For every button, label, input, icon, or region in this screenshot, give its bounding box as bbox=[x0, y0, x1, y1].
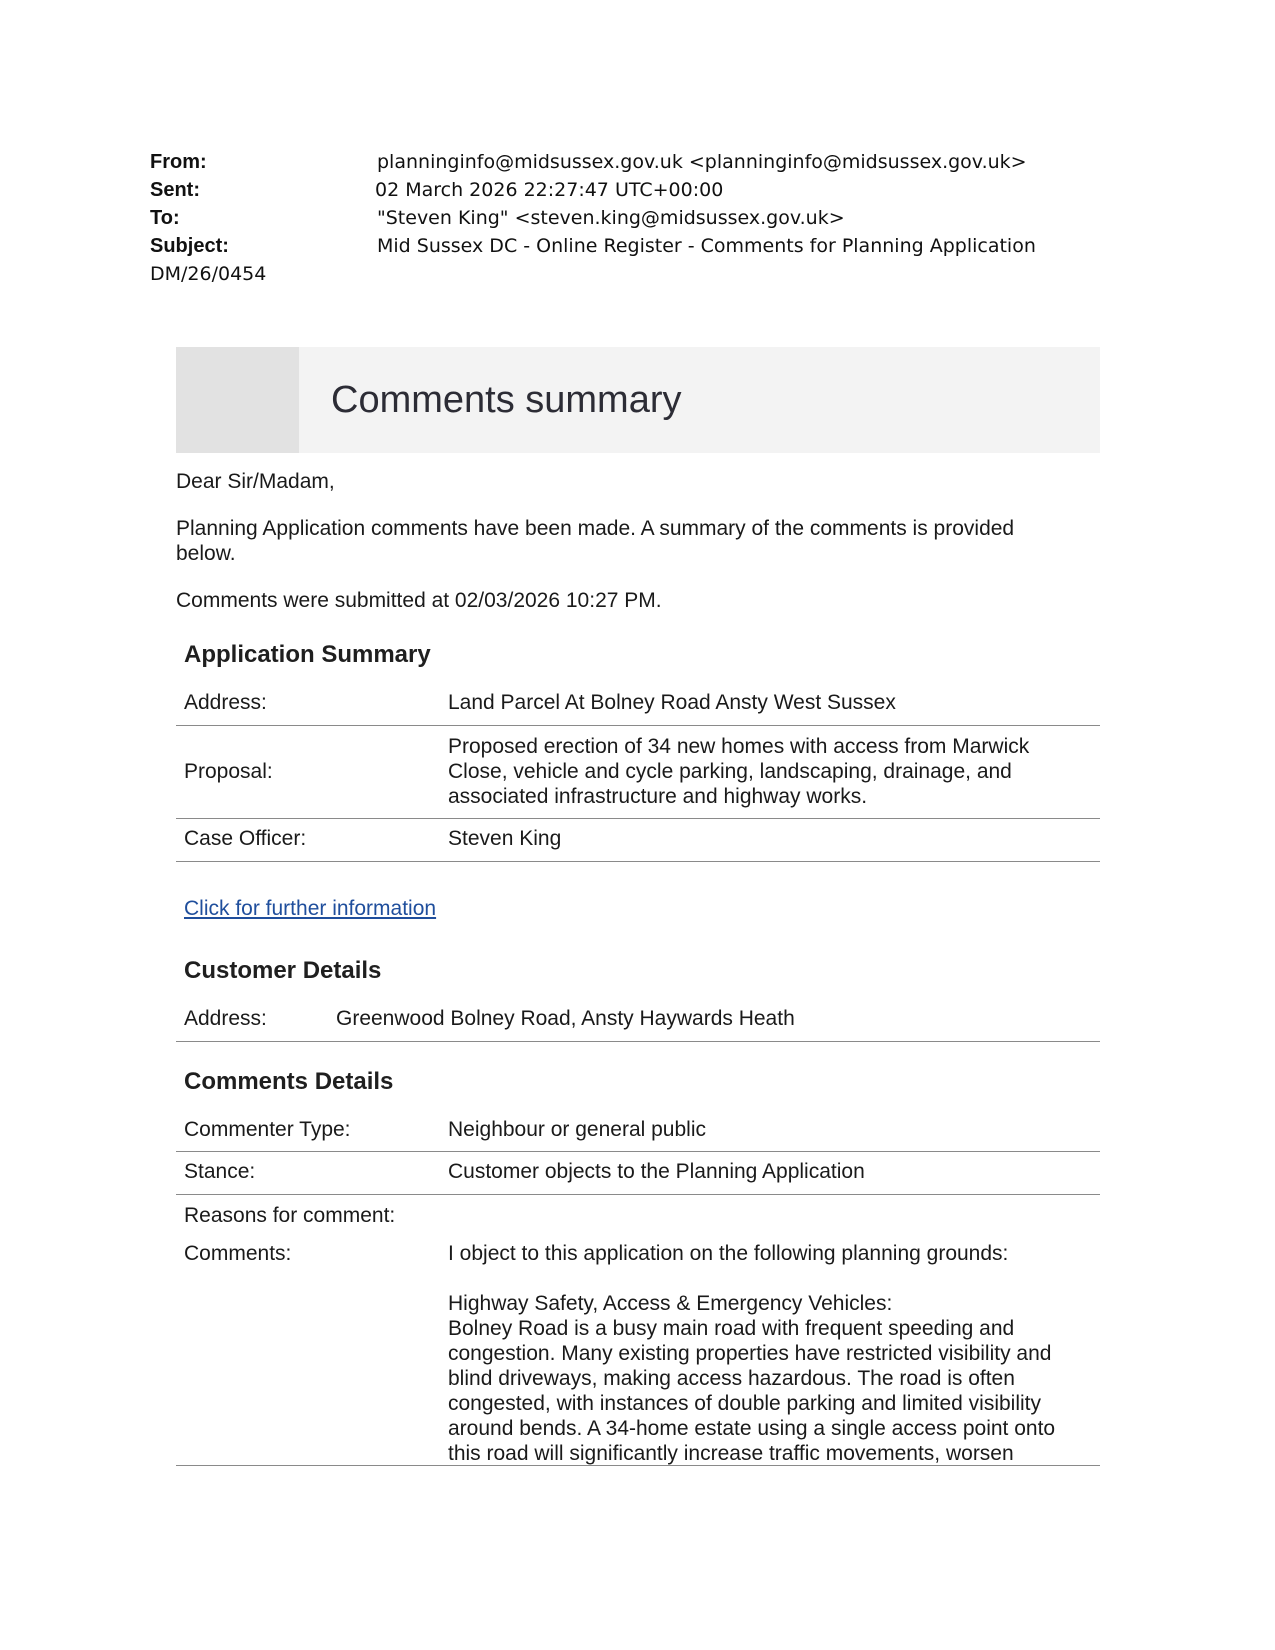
comments-label: Comments: bbox=[184, 1242, 292, 1265]
customer-details-table bbox=[176, 999, 1100, 1042]
customer-details-heading: Customer Details bbox=[184, 957, 382, 984]
stance-value: Customer objects to the Planning Application bbox=[448, 1160, 865, 1183]
table-row bbox=[176, 1109, 1100, 1152]
further-information-link[interactable]: Click for further information bbox=[184, 897, 437, 920]
subject-row bbox=[150, 232, 1150, 260]
subject-continuation: DM/26/0454 bbox=[150, 263, 267, 285]
to-label: To: bbox=[150, 207, 180, 229]
comments-subheading: Highway Safety, Access & Emergency Vehicles: bbox=[448, 1292, 893, 1315]
commenter-type-label: Commenter Type: bbox=[184, 1118, 351, 1141]
table-row bbox=[176, 726, 1100, 819]
banner-title: Comments summary bbox=[331, 379, 682, 421]
comments-details-table bbox=[176, 1109, 1100, 1466]
table-row bbox=[176, 1152, 1100, 1195]
comments-body: Bolney Road is a busy main road with frequent speeding and congestion. Many existing properties have restricted visibility and blind driveways, making access hazardous. The road is often congested, with instances of double parking and limited visibility around bends. A 34-home estate using a single access point onto this road will significantly increase traffic movements, worsen bbox=[448, 1317, 1056, 1465]
intro-line-2: Comments were submitted at 02/03/2026 10:27 PM. bbox=[176, 589, 662, 612]
application-proposal-value: Proposed erection of 34 new homes with access from Marwick Close, vehicle and cycle parking, landscaping, drainage, and associated infrastructure and highway works. bbox=[448, 735, 1030, 808]
commenter-type-value: Neighbour or general public bbox=[448, 1118, 706, 1141]
to-value: "Steven King" <steven.king@midsussex.gov.uk> bbox=[377, 207, 845, 229]
to-row bbox=[150, 204, 1150, 232]
sent-value: 02 March 2026 22:27:47 UTC+00:00 bbox=[375, 179, 724, 201]
intro-line-1: Planning Application comments have been made. A summary of the comments is provided below. bbox=[176, 517, 1015, 565]
customer-address-value: Greenwood Bolney Road, Ansty Haywards Heath bbox=[336, 1007, 795, 1030]
application-proposal-label: Proposal: bbox=[184, 760, 273, 783]
application-summary-heading: Application Summary bbox=[184, 641, 431, 668]
subject-value: Mid Sussex DC - Online Register - Comments for Planning Application bbox=[377, 235, 1036, 257]
table-row bbox=[176, 1233, 1100, 1466]
from-value: planninginfo@midsussex.gov.uk <planninginfo@midsussex.gov.uk> bbox=[377, 151, 1027, 173]
stance-label: Stance: bbox=[184, 1160, 256, 1183]
comments-details-heading: Comments Details bbox=[184, 1068, 394, 1095]
table-row bbox=[176, 683, 1100, 726]
comments-intro: I object to this application on the following planning grounds: bbox=[448, 1242, 1009, 1265]
application-case-officer-value: Steven King bbox=[448, 827, 562, 850]
subject-label: Subject: bbox=[150, 235, 229, 257]
sent-row bbox=[150, 176, 1150, 204]
from-row bbox=[150, 148, 1150, 176]
application-address-label: Address: bbox=[184, 691, 267, 714]
table-row bbox=[176, 999, 1100, 1042]
sent-label: Sent: bbox=[150, 179, 200, 201]
greeting: Dear Sir/Madam, bbox=[176, 470, 335, 493]
table-row bbox=[176, 1195, 1100, 1233]
application-address-value: Land Parcel At Bolney Road Ansty West Sussex bbox=[448, 691, 896, 714]
from-label: From: bbox=[150, 151, 207, 173]
application-summary-table bbox=[176, 683, 1100, 862]
comments-summary-banner bbox=[176, 347, 1100, 453]
application-case-officer-label: Case Officer: bbox=[184, 827, 307, 850]
reasons-for-comment-label: Reasons for comment: bbox=[184, 1204, 396, 1227]
banner-side-block bbox=[176, 347, 299, 453]
comments-value bbox=[448, 1233, 1088, 1466]
customer-address-label: Address: bbox=[184, 1007, 267, 1030]
email-header bbox=[150, 148, 1150, 285]
table-row bbox=[176, 819, 1100, 862]
